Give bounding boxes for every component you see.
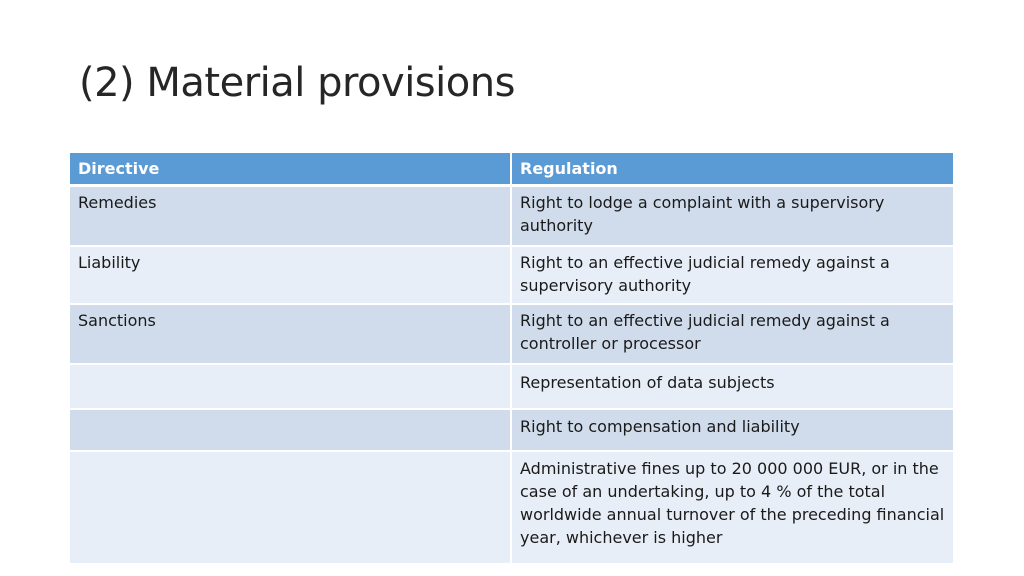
directive-cell: Liability xyxy=(70,246,511,304)
table-row xyxy=(70,186,954,247)
table-row xyxy=(70,304,954,364)
directive-cell xyxy=(70,409,511,451)
header-directive: Directive xyxy=(70,153,511,186)
table-row xyxy=(70,409,954,451)
regulation-cell: Representation of data subjects xyxy=(511,364,954,409)
header-regulation: Regulation xyxy=(511,153,954,186)
directive-cell: Remedies xyxy=(70,186,511,247)
regulation-cell: Administrative fines up to 20 000 000 EUR, or in the case of an undertaking, up to 4 % of the total worldwide annual turnover of the preceding financial year, whichever is higher xyxy=(511,451,954,564)
table-row xyxy=(70,364,954,409)
directive-cell xyxy=(70,451,511,564)
table-header-row xyxy=(70,153,954,186)
regulation-cell: Right to lodge a complaint with a supervisory authority xyxy=(511,186,954,247)
regulation-cell: Right to an effective judicial remedy against a controller or processor xyxy=(511,304,954,364)
provisions-table xyxy=(70,153,955,565)
slide-title: (2) Material provisions xyxy=(79,60,515,106)
regulation-cell: Right to compensation and liability xyxy=(511,409,954,451)
regulation-cell: Right to an effective judicial remedy against a supervisory authority xyxy=(511,246,954,304)
directive-cell xyxy=(70,364,511,409)
table-row xyxy=(70,451,954,564)
directive-cell: Sanctions xyxy=(70,304,511,364)
table-row xyxy=(70,246,954,304)
